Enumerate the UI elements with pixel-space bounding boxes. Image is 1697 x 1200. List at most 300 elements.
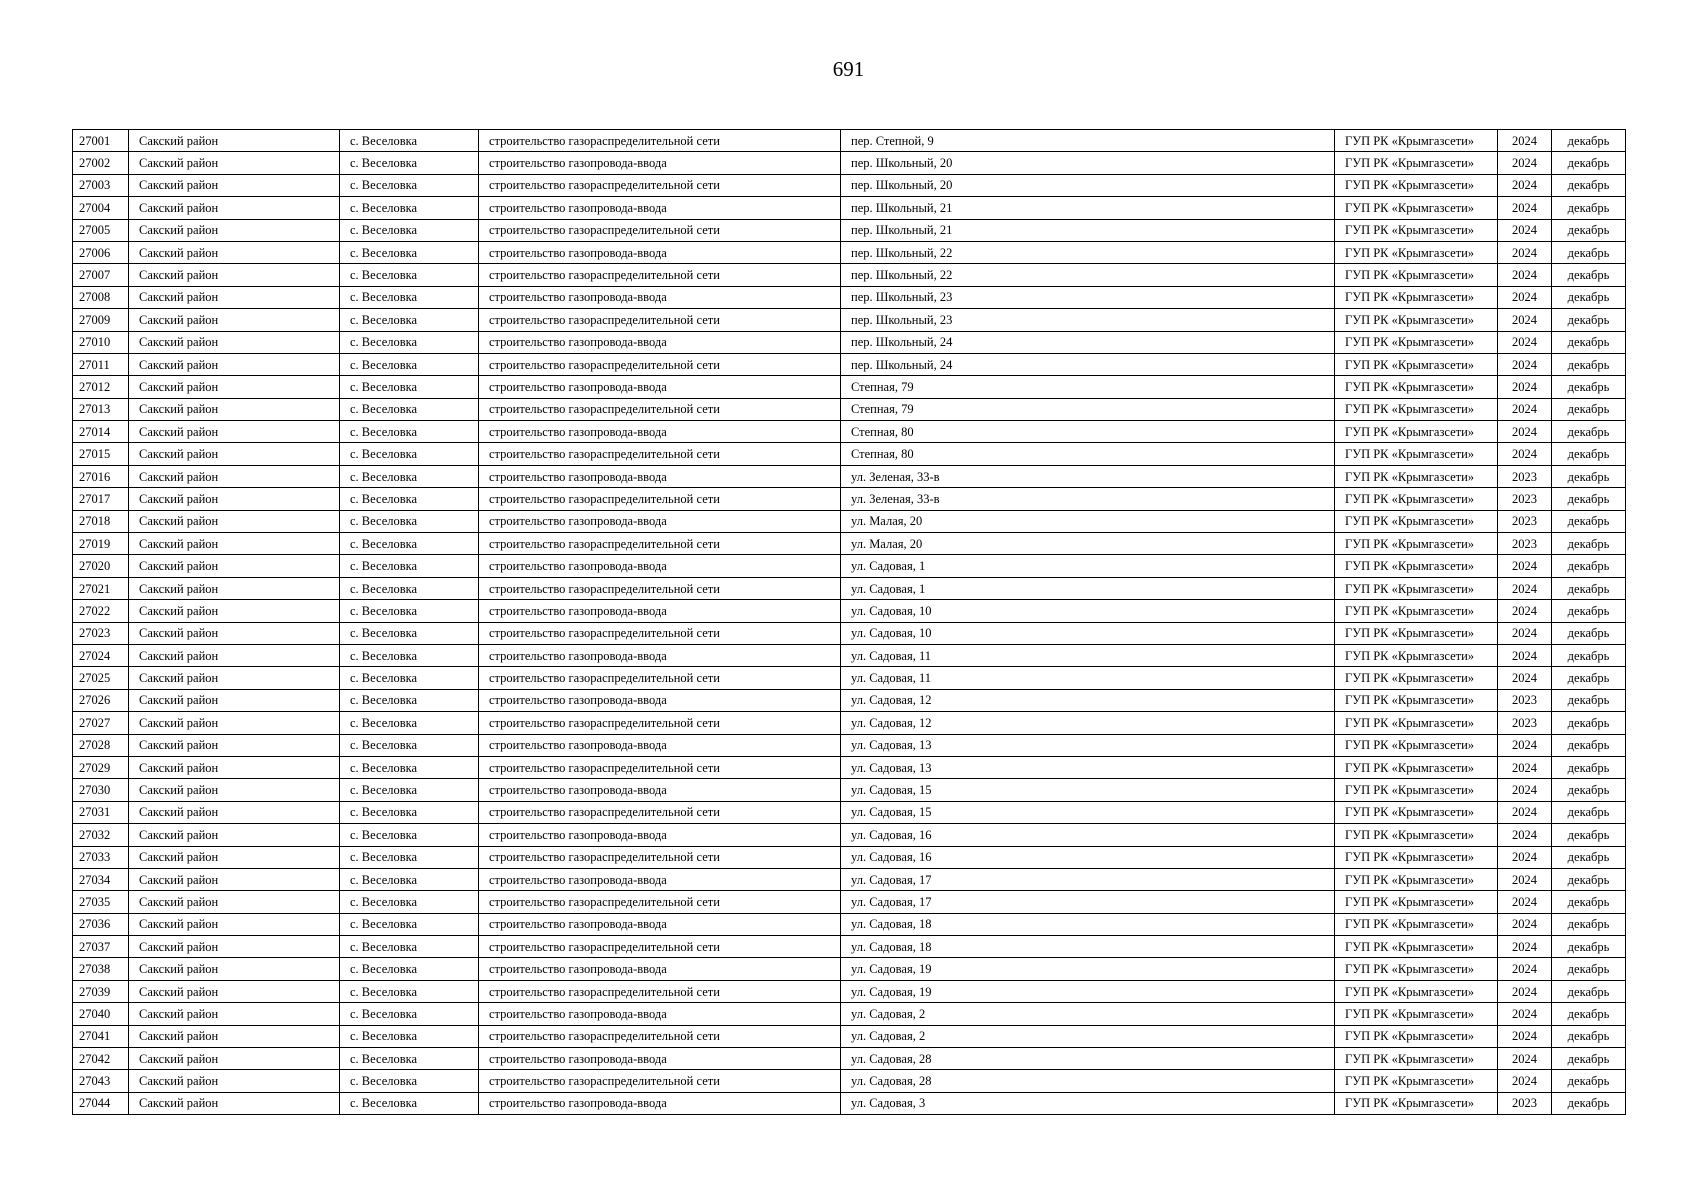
address-cell: ул. Малая, 20 — [841, 510, 1335, 532]
row-number-cell: 27002 — [73, 152, 129, 174]
work-type-cell: строительство газопровода-ввода — [479, 555, 841, 577]
row-number-cell: 27038 — [73, 958, 129, 980]
work-type-cell: строительство газораспределительной сети — [479, 936, 841, 958]
month-cell: декабрь — [1552, 510, 1626, 532]
locality-cell: с. Веселовка — [340, 331, 479, 353]
district-cell: Сакский район — [129, 488, 340, 510]
year-cell: 2024 — [1498, 130, 1552, 152]
work-type-cell: строительство газораспределительной сети — [479, 398, 841, 420]
row-number-cell: 27027 — [73, 712, 129, 734]
row-number-cell: 27008 — [73, 286, 129, 308]
year-cell: 2024 — [1498, 174, 1552, 196]
organization-cell: ГУП РК «Крымгазсети» — [1335, 353, 1498, 375]
year-cell: 2024 — [1498, 622, 1552, 644]
table-row — [73, 577, 1626, 599]
month-cell: декабрь — [1552, 577, 1626, 599]
locality-cell: с. Веселовка — [340, 891, 479, 913]
year-cell: 2024 — [1498, 600, 1552, 622]
month-cell: декабрь — [1552, 443, 1626, 465]
row-number-cell: 27015 — [73, 443, 129, 465]
row-number-cell: 27019 — [73, 533, 129, 555]
month-cell: декабрь — [1552, 667, 1626, 689]
table-row — [73, 488, 1626, 510]
work-type-cell: строительство газораспределительной сети — [479, 1070, 841, 1092]
year-cell: 2024 — [1498, 152, 1552, 174]
year-cell: 2024 — [1498, 644, 1552, 666]
address-cell: ул. Садовая, 19 — [841, 958, 1335, 980]
row-number-cell: 27018 — [73, 510, 129, 532]
locality-cell: с. Веселовка — [340, 600, 479, 622]
address-cell: Степная, 80 — [841, 443, 1335, 465]
district-cell: Сакский район — [129, 1025, 340, 1047]
address-cell: Степная, 80 — [841, 421, 1335, 443]
locality-cell: с. Веселовка — [340, 443, 479, 465]
address-cell: ул. Садовая, 16 — [841, 824, 1335, 846]
month-cell: декабрь — [1552, 331, 1626, 353]
work-type-cell: строительство газораспределительной сети — [479, 980, 841, 1002]
district-cell: Сакский район — [129, 264, 340, 286]
work-type-cell: строительство газораспределительной сети — [479, 353, 841, 375]
row-number-cell: 27011 — [73, 353, 129, 375]
month-cell: декабрь — [1552, 264, 1626, 286]
locality-cell: с. Веселовка — [340, 376, 479, 398]
month-cell: декабрь — [1552, 689, 1626, 711]
work-type-cell: строительство газораспределительной сети — [479, 264, 841, 286]
district-cell: Сакский район — [129, 197, 340, 219]
year-cell: 2024 — [1498, 241, 1552, 263]
table-row — [73, 644, 1626, 666]
month-cell: декабрь — [1552, 779, 1626, 801]
district-cell: Сакский район — [129, 644, 340, 666]
locality-cell: с. Веселовка — [340, 689, 479, 711]
month-cell: декабрь — [1552, 1003, 1626, 1025]
address-cell: ул. Садовая, 12 — [841, 689, 1335, 711]
row-number-cell: 27031 — [73, 801, 129, 823]
table-row — [73, 958, 1626, 980]
organization-cell: ГУП РК «Крымгазсети» — [1335, 712, 1498, 734]
address-cell: ул. Садовая, 1 — [841, 577, 1335, 599]
work-type-cell: строительство газораспределительной сети — [479, 174, 841, 196]
row-number-cell: 27016 — [73, 465, 129, 487]
district-cell: Сакский район — [129, 152, 340, 174]
row-number-cell: 27014 — [73, 421, 129, 443]
table-row — [73, 130, 1626, 152]
row-number-cell: 27012 — [73, 376, 129, 398]
row-number-cell: 27003 — [73, 174, 129, 196]
organization-cell: ГУП РК «Крымгазсети» — [1335, 1048, 1498, 1070]
table-row — [73, 286, 1626, 308]
locality-cell: с. Веселовка — [340, 667, 479, 689]
month-cell: декабрь — [1552, 622, 1626, 644]
table-row — [73, 891, 1626, 913]
work-type-cell: строительство газораспределительной сети — [479, 712, 841, 734]
organization-cell: ГУП РК «Крымгазсети» — [1335, 286, 1498, 308]
year-cell: 2024 — [1498, 1070, 1552, 1092]
table-row — [73, 219, 1626, 241]
district-cell: Сакский район — [129, 331, 340, 353]
table-row — [73, 868, 1626, 890]
organization-cell: ГУП РК «Крымгазсети» — [1335, 219, 1498, 241]
table-row — [73, 510, 1626, 532]
page-number: 691 — [832, 57, 865, 81]
month-cell: декабрь — [1552, 398, 1626, 420]
month-cell: декабрь — [1552, 533, 1626, 555]
month-cell: декабрь — [1552, 421, 1626, 443]
table-row — [73, 241, 1626, 263]
year-cell: 2024 — [1498, 1025, 1552, 1047]
table-row — [73, 376, 1626, 398]
address-cell: ул. Садовая, 2 — [841, 1025, 1335, 1047]
row-number-cell: 27036 — [73, 913, 129, 935]
row-number-cell: 27017 — [73, 488, 129, 510]
work-type-cell: строительство газораспределительной сети — [479, 577, 841, 599]
address-cell: пер. Школьный, 21 — [841, 219, 1335, 241]
address-cell: Степная, 79 — [841, 376, 1335, 398]
locality-cell: с. Веселовка — [340, 1003, 479, 1025]
month-cell: декабрь — [1552, 488, 1626, 510]
table-row — [73, 421, 1626, 443]
district-cell: Сакский район — [129, 712, 340, 734]
address-cell: ул. Садовая, 28 — [841, 1070, 1335, 1092]
district-cell: Сакский район — [129, 510, 340, 532]
locality-cell: с. Веселовка — [340, 488, 479, 510]
table-row — [73, 533, 1626, 555]
work-type-cell: строительство газораспределительной сети — [479, 756, 841, 778]
locality-cell: с. Веселовка — [340, 264, 479, 286]
row-number-cell: 27009 — [73, 309, 129, 331]
month-cell: декабрь — [1552, 756, 1626, 778]
work-type-cell: строительство газопровода-ввода — [479, 421, 841, 443]
organization-cell: ГУП РК «Крымгазсети» — [1335, 152, 1498, 174]
row-number-cell: 27040 — [73, 1003, 129, 1025]
work-type-cell: строительство газопровода-ввода — [479, 913, 841, 935]
district-cell: Сакский район — [129, 824, 340, 846]
address-cell: ул. Садовая, 3 — [841, 1092, 1335, 1114]
month-cell: декабрь — [1552, 824, 1626, 846]
locality-cell: с. Веселовка — [340, 1070, 479, 1092]
district-cell: Сакский район — [129, 689, 340, 711]
address-cell: пер. Школьный, 23 — [841, 286, 1335, 308]
year-cell: 2024 — [1498, 846, 1552, 868]
locality-cell: с. Веселовка — [340, 980, 479, 1002]
table-row — [73, 1092, 1626, 1114]
district-cell: Сакский район — [129, 174, 340, 196]
month-cell: декабрь — [1552, 644, 1626, 666]
work-type-cell: строительство газораспределительной сети — [479, 533, 841, 555]
month-cell: декабрь — [1552, 1070, 1626, 1092]
year-cell: 2024 — [1498, 309, 1552, 331]
table-row — [73, 734, 1626, 756]
table-row — [73, 622, 1626, 644]
locality-cell: с. Веселовка — [340, 1092, 479, 1114]
address-cell: ул. Садовая, 10 — [841, 600, 1335, 622]
address-cell: пер. Школьный, 22 — [841, 264, 1335, 286]
locality-cell: с. Веселовка — [340, 577, 479, 599]
district-cell: Сакский район — [129, 891, 340, 913]
year-cell: 2024 — [1498, 980, 1552, 1002]
address-cell: ул. Садовая, 11 — [841, 644, 1335, 666]
table-row — [73, 264, 1626, 286]
organization-cell: ГУП РК «Крымгазсети» — [1335, 555, 1498, 577]
district-cell: Сакский район — [129, 465, 340, 487]
locality-cell: с. Веселовка — [340, 779, 479, 801]
month-cell: декабрь — [1552, 286, 1626, 308]
row-number-cell: 27043 — [73, 1070, 129, 1092]
table-row — [73, 801, 1626, 823]
row-number-cell: 27023 — [73, 622, 129, 644]
work-type-cell: строительство газопровода-ввода — [479, 868, 841, 890]
month-cell: декабрь — [1552, 1092, 1626, 1114]
locality-cell: с. Веселовка — [340, 219, 479, 241]
row-number-cell: 27026 — [73, 689, 129, 711]
month-cell: декабрь — [1552, 1025, 1626, 1047]
district-cell: Сакский район — [129, 846, 340, 868]
organization-cell: ГУП РК «Крымгазсети» — [1335, 936, 1498, 958]
row-number-cell: 27022 — [73, 600, 129, 622]
locality-cell: с. Веселовка — [340, 465, 479, 487]
row-number-cell: 27037 — [73, 936, 129, 958]
row-number-cell: 27039 — [73, 980, 129, 1002]
locality-cell: с. Веселовка — [340, 353, 479, 375]
organization-cell: ГУП РК «Крымгазсети» — [1335, 824, 1498, 846]
work-type-cell: строительство газораспределительной сети — [479, 488, 841, 510]
address-cell: ул. Садовая, 1 — [841, 555, 1335, 577]
row-number-cell: 27004 — [73, 197, 129, 219]
locality-cell: с. Веселовка — [340, 756, 479, 778]
year-cell: 2024 — [1498, 779, 1552, 801]
year-cell: 2024 — [1498, 756, 1552, 778]
work-type-cell: строительство газораспределительной сети — [479, 667, 841, 689]
locality-cell: с. Веселовка — [340, 152, 479, 174]
table-row — [73, 197, 1626, 219]
year-cell: 2024 — [1498, 936, 1552, 958]
year-cell: 2023 — [1498, 510, 1552, 532]
organization-cell: ГУП РК «Крымгазсети» — [1335, 913, 1498, 935]
work-type-cell: строительство газораспределительной сети — [479, 622, 841, 644]
address-cell: ул. Садовая, 18 — [841, 913, 1335, 935]
organization-cell: ГУП РК «Крымгазсети» — [1335, 577, 1498, 599]
year-cell: 2024 — [1498, 443, 1552, 465]
locality-cell: с. Веселовка — [340, 1025, 479, 1047]
district-cell: Сакский район — [129, 913, 340, 935]
work-type-cell: строительство газопровода-ввода — [479, 1092, 841, 1114]
month-cell: декабрь — [1552, 801, 1626, 823]
month-cell: декабрь — [1552, 219, 1626, 241]
locality-cell: с. Веселовка — [340, 286, 479, 308]
locality-cell: с. Веселовка — [340, 421, 479, 443]
year-cell: 2024 — [1498, 1003, 1552, 1025]
address-cell: ул. Садовая, 16 — [841, 846, 1335, 868]
year-cell: 2023 — [1498, 465, 1552, 487]
district-cell: Сакский район — [129, 309, 340, 331]
organization-cell: ГУП РК «Крымгазсети» — [1335, 846, 1498, 868]
row-number-cell: 27044 — [73, 1092, 129, 1114]
row-number-cell: 27041 — [73, 1025, 129, 1047]
address-cell: пер. Школьный, 21 — [841, 197, 1335, 219]
organization-cell: ГУП РК «Крымгазсети» — [1335, 130, 1498, 152]
address-cell: ул. Садовая, 2 — [841, 1003, 1335, 1025]
year-cell: 2024 — [1498, 868, 1552, 890]
row-number-cell: 27030 — [73, 779, 129, 801]
year-cell: 2023 — [1498, 488, 1552, 510]
month-cell: декабрь — [1552, 353, 1626, 375]
year-cell: 2024 — [1498, 353, 1552, 375]
address-cell: пер. Школьный, 22 — [841, 241, 1335, 263]
address-cell: пер. Школьный, 20 — [841, 174, 1335, 196]
table-row — [73, 465, 1626, 487]
month-cell: декабрь — [1552, 913, 1626, 935]
organization-cell: ГУП РК «Крымгазсети» — [1335, 1003, 1498, 1025]
work-type-cell: строительство газопровода-ввода — [479, 1048, 841, 1070]
work-type-cell: строительство газопровода-ввода — [479, 465, 841, 487]
row-number-cell: 27021 — [73, 577, 129, 599]
organization-cell: ГУП РК «Крымгазсети» — [1335, 376, 1498, 398]
row-number-cell: 27025 — [73, 667, 129, 689]
locality-cell: с. Веселовка — [340, 1048, 479, 1070]
table-row — [73, 1070, 1626, 1092]
table-row — [73, 1003, 1626, 1025]
work-type-cell: строительство газораспределительной сети — [479, 219, 841, 241]
organization-cell: ГУП РК «Крымгазсети» — [1335, 756, 1498, 778]
month-cell: декабрь — [1552, 152, 1626, 174]
address-cell: ул. Садовая, 28 — [841, 1048, 1335, 1070]
table-row — [73, 913, 1626, 935]
year-cell: 2024 — [1498, 1048, 1552, 1070]
locality-cell: с. Веселовка — [340, 801, 479, 823]
address-cell: ул. Садовая, 19 — [841, 980, 1335, 1002]
row-number-cell: 27029 — [73, 756, 129, 778]
table-row — [73, 712, 1626, 734]
work-type-cell: строительство газопровода-ввода — [479, 734, 841, 756]
organization-cell: ГУП РК «Крымгазсети» — [1335, 689, 1498, 711]
year-cell: 2024 — [1498, 913, 1552, 935]
month-cell: декабрь — [1552, 197, 1626, 219]
month-cell: декабрь — [1552, 980, 1626, 1002]
district-cell: Сакский район — [129, 622, 340, 644]
registry-table — [72, 129, 1626, 1115]
work-type-cell: строительство газопровода-ввода — [479, 824, 841, 846]
address-cell: ул. Малая, 20 — [841, 533, 1335, 555]
table-row — [73, 779, 1626, 801]
year-cell: 2023 — [1498, 712, 1552, 734]
table-row — [73, 846, 1626, 868]
organization-cell: ГУП РК «Крымгазсети» — [1335, 533, 1498, 555]
work-type-cell: строительство газораспределительной сети — [479, 891, 841, 913]
row-number-cell: 27010 — [73, 331, 129, 353]
organization-cell: ГУП РК «Крымгазсети» — [1335, 331, 1498, 353]
district-cell: Сакский район — [129, 600, 340, 622]
district-cell: Сакский район — [129, 667, 340, 689]
year-cell: 2024 — [1498, 421, 1552, 443]
row-number-cell: 27032 — [73, 824, 129, 846]
organization-cell: ГУП РК «Крымгазсети» — [1335, 1070, 1498, 1092]
district-cell: Сакский район — [129, 936, 340, 958]
year-cell: 2024 — [1498, 286, 1552, 308]
district-cell: Сакский район — [129, 241, 340, 263]
address-cell: ул. Садовая, 17 — [841, 868, 1335, 890]
table-row — [73, 331, 1626, 353]
work-type-cell: строительство газораспределительной сети — [479, 1025, 841, 1047]
year-cell: 2023 — [1498, 1092, 1552, 1114]
month-cell: декабрь — [1552, 130, 1626, 152]
year-cell: 2024 — [1498, 891, 1552, 913]
locality-cell: с. Веселовка — [340, 824, 479, 846]
year-cell: 2024 — [1498, 801, 1552, 823]
table-row — [73, 667, 1626, 689]
address-cell: ул. Садовая, 18 — [841, 936, 1335, 958]
locality-cell: с. Веселовка — [340, 868, 479, 890]
organization-cell: ГУП РК «Крымгазсети» — [1335, 600, 1498, 622]
organization-cell: ГУП РК «Крымгазсети» — [1335, 958, 1498, 980]
address-cell: ул. Садовая, 15 — [841, 801, 1335, 823]
organization-cell: ГУП РК «Крымгазсети» — [1335, 309, 1498, 331]
row-number-cell: 27035 — [73, 891, 129, 913]
work-type-cell: строительство газопровода-ввода — [479, 152, 841, 174]
work-type-cell: строительство газопровода-ввода — [479, 1003, 841, 1025]
district-cell: Сакский район — [129, 801, 340, 823]
locality-cell: с. Веселовка — [340, 958, 479, 980]
address-cell: ул. Садовая, 10 — [841, 622, 1335, 644]
organization-cell: ГУП РК «Крымгазсети» — [1335, 197, 1498, 219]
year-cell: 2023 — [1498, 689, 1552, 711]
table-row — [73, 1025, 1626, 1047]
address-cell: ул. Садовая, 15 — [841, 779, 1335, 801]
address-cell: ул. Садовая, 11 — [841, 667, 1335, 689]
organization-cell: ГУП РК «Крымгазсети» — [1335, 667, 1498, 689]
year-cell: 2024 — [1498, 577, 1552, 599]
month-cell: декабрь — [1552, 600, 1626, 622]
row-number-cell: 27007 — [73, 264, 129, 286]
locality-cell: с. Веселовка — [340, 241, 479, 263]
month-cell: декабрь — [1552, 868, 1626, 890]
row-number-cell: 27006 — [73, 241, 129, 263]
district-cell: Сакский район — [129, 130, 340, 152]
month-cell: декабрь — [1552, 936, 1626, 958]
table-row — [73, 824, 1626, 846]
work-type-cell: строительство газопровода-ввода — [479, 197, 841, 219]
work-type-cell: строительство газопровода-ввода — [479, 286, 841, 308]
locality-cell: с. Веселовка — [340, 309, 479, 331]
organization-cell: ГУП РК «Крымгазсети» — [1335, 734, 1498, 756]
district-cell: Сакский район — [129, 577, 340, 599]
district-cell: Сакский район — [129, 1070, 340, 1092]
month-cell: декабрь — [1552, 1048, 1626, 1070]
locality-cell: с. Веселовка — [340, 533, 479, 555]
year-cell: 2024 — [1498, 376, 1552, 398]
address-cell: ул. Садовая, 17 — [841, 891, 1335, 913]
work-type-cell: строительство газопровода-ввода — [479, 644, 841, 666]
locality-cell: с. Веселовка — [340, 510, 479, 532]
organization-cell: ГУП РК «Крымгазсети» — [1335, 622, 1498, 644]
month-cell: декабрь — [1552, 734, 1626, 756]
table-row — [73, 689, 1626, 711]
work-type-cell: строительство газопровода-ввода — [479, 779, 841, 801]
district-cell: Сакский район — [129, 533, 340, 555]
locality-cell: с. Веселовка — [340, 398, 479, 420]
month-cell: декабрь — [1552, 712, 1626, 734]
district-cell: Сакский район — [129, 286, 340, 308]
month-cell: декабрь — [1552, 846, 1626, 868]
organization-cell: ГУП РК «Крымгазсети» — [1335, 891, 1498, 913]
address-cell: ул. Зеленая, 33-в — [841, 488, 1335, 510]
organization-cell: ГУП РК «Крымгазсети» — [1335, 488, 1498, 510]
district-cell: Сакский район — [129, 1092, 340, 1114]
locality-cell: с. Веселовка — [340, 936, 479, 958]
locality-cell: с. Веселовка — [340, 846, 479, 868]
locality-cell: с. Веселовка — [340, 913, 479, 935]
work-type-cell: строительство газораспределительной сети — [479, 443, 841, 465]
address-cell: ул. Садовая, 13 — [841, 734, 1335, 756]
